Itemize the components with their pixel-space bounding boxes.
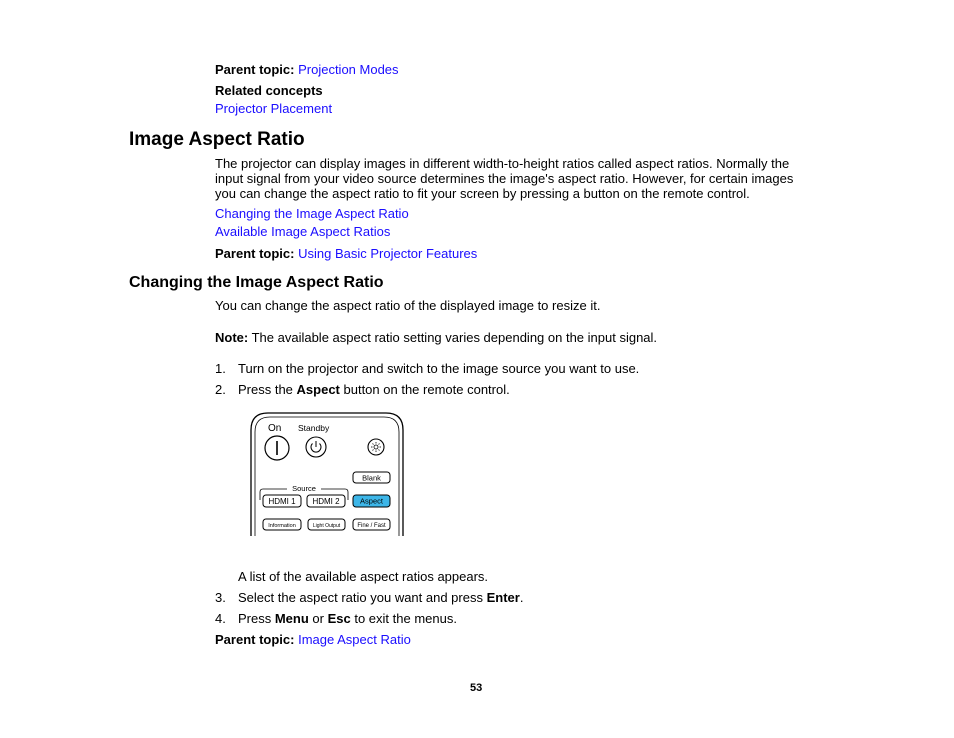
on-label: On (268, 423, 282, 434)
parent-topic-line (215, 632, 411, 647)
hdmi1-button[interactable] (263, 495, 301, 507)
parent-topic-line (215, 246, 477, 261)
result-text: A list of the available aspect ratios appears. (238, 569, 489, 584)
link-available-aspect-ratios[interactable]: Available Image Aspect Ratios (215, 224, 391, 239)
svg-text:HDMI 2: HDMI 2 (312, 497, 340, 506)
svg-text:Light Output: Light Output (312, 523, 341, 529)
fine-fast-button[interactable] (353, 519, 390, 530)
hdmi2-button[interactable] (307, 495, 345, 507)
standby-button[interactable] (306, 437, 326, 457)
page-number: 53 (470, 682, 483, 694)
related-concepts-label: Related concepts (215, 83, 323, 98)
parent-topic-line (215, 62, 399, 77)
link-projection-modes[interactable]: Projection Modes (298, 62, 399, 77)
parent-topic-label: Parent topic: (215, 62, 295, 77)
standby-label: Standby (298, 423, 330, 433)
link-changing-aspect-ratio[interactable]: Changing the Image Aspect Ratio (215, 206, 409, 221)
link-using-basic-features[interactable]: Using Basic Projector Features (298, 246, 478, 261)
information-button[interactable] (263, 519, 301, 530)
remote-control-illustration (250, 412, 404, 536)
note-line (215, 330, 657, 345)
step-text: Turn on the projector and switch to the image source you want to use. (238, 361, 640, 376)
parent-topic-label: Parent topic: (215, 246, 295, 261)
blank-button[interactable] (353, 472, 390, 483)
step-number: 4. (215, 611, 226, 626)
illumination-button[interactable] (368, 439, 384, 455)
step-number: 2. (215, 382, 226, 397)
step-number: 1. (215, 361, 226, 376)
step-text: Press the Aspect button on the remote control. (238, 382, 510, 397)
link-image-aspect-ratio[interactable]: Image Aspect Ratio (298, 632, 411, 647)
svg-text:Blank: Blank (362, 473, 381, 483)
step-number: 3. (215, 590, 226, 605)
power-on-button[interactable] (265, 436, 289, 460)
svg-text:HDMI 1: HDMI 1 (268, 497, 296, 506)
parent-topic-label: Parent topic: (215, 632, 295, 647)
source-label: Source (292, 484, 316, 493)
svg-text:Fine / Fast: Fine / Fast (357, 523, 386, 529)
svg-text:Aspect: Aspect (360, 496, 383, 506)
section2-intro: You can change the aspect ratio of the displayed image to resize it. (215, 298, 601, 313)
step-text: Press Menu or Esc to exit the menus. (238, 611, 457, 626)
heading-changing-aspect-ratio: Changing the Image Aspect Ratio (129, 274, 384, 291)
note-label: Note: (215, 330, 249, 345)
svg-text:Information: Information (268, 523, 296, 529)
light-output-button[interactable] (308, 519, 345, 530)
note-text: The available aspect ratio setting varies depending on the input signal. (248, 330, 658, 345)
section1-body: The projector can display images in different width-to-height ratios called aspect ratios. Normally the input signal from your video source determines the image's aspect ratio. However, for certain images you can change the aspect ratio to fit your screen by pressing a button on the remote control. (215, 156, 794, 201)
step-text: Select the aspect ratio you want and press Enter. (238, 590, 524, 605)
link-projector-placement[interactable]: Projector Placement (215, 101, 333, 116)
heading-image-aspect-ratio: Image Aspect Ratio (129, 129, 305, 150)
aspect-button[interactable] (353, 495, 390, 507)
